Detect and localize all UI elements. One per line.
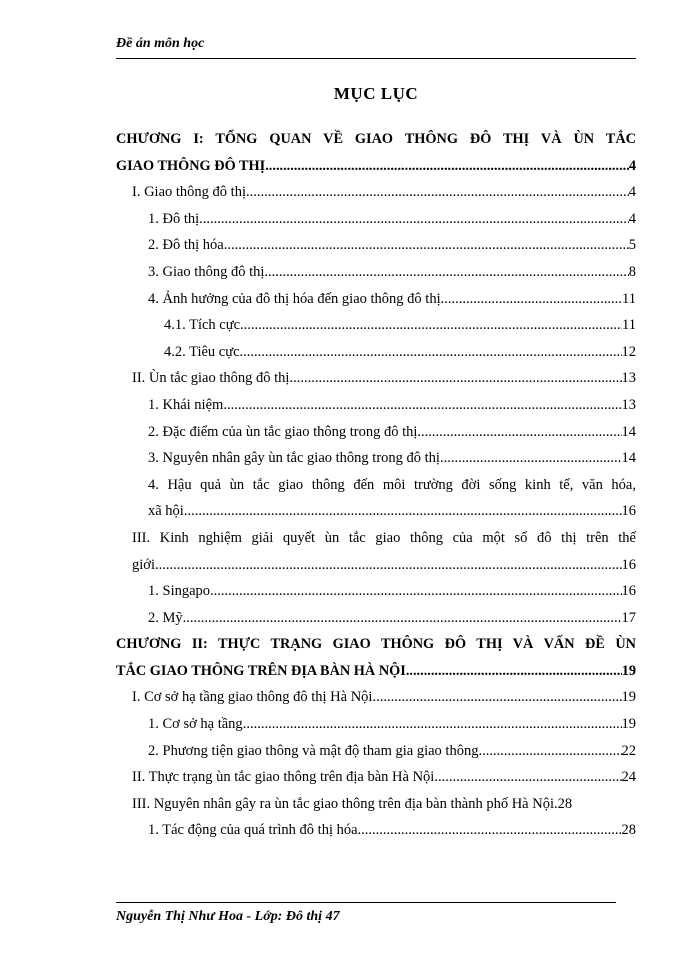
toc-dot-leader: [372, 684, 621, 711]
toc-entry[interactable]: [116, 365, 636, 392]
toc-dot-leader: [183, 605, 622, 632]
toc-page-number: 24: [621, 769, 636, 786]
toc-entry[interactable]: [116, 498, 636, 525]
toc-entry[interactable]: [116, 764, 636, 791]
toc-entry[interactable]: [116, 286, 636, 313]
header-divider: [116, 58, 636, 59]
toc-entry[interactable]: [116, 791, 636, 818]
toc-entry-text: TẮC GIAO THÔNG TRÊN ĐỊA BÀN HÀ NỘI: [116, 662, 406, 679]
toc-entry[interactable]: [116, 312, 636, 339]
toc-dot-leader: [440, 445, 622, 472]
toc-entry[interactable]: [116, 445, 636, 472]
toc-entry-text: 4. Hậu quả ùn tắc giao thông đến môi trường đời sống kinh tế, văn hóa,: [148, 476, 636, 493]
toc-entry[interactable]: [116, 525, 636, 552]
toc-dot-leader: [265, 153, 629, 180]
toc-entry-text: 1. Đô thị: [148, 210, 200, 227]
toc-page-number: 28: [621, 822, 636, 839]
toc-dot-leader: [441, 286, 622, 313]
toc-entry-text: II. Thực trạng ùn tắc giao thông trên địa bàn Hà Nội: [132, 769, 435, 786]
toc-entry-text: 2. Đặc điểm của ùn tắc giao thông trong đô thị: [148, 423, 418, 440]
toc-entry[interactable]: [116, 126, 636, 153]
toc-entry[interactable]: [116, 684, 636, 711]
toc-dot-leader: [358, 817, 622, 844]
toc-dot-leader: [223, 392, 621, 419]
toc-entry-text: III. Kinh nghiệm giải quyết ùn tắc giao thông của một số đô thị trên thế: [132, 529, 636, 546]
toc-entry[interactable]: [116, 179, 636, 206]
toc-entry[interactable]: [116, 552, 636, 579]
toc-entry[interactable]: [116, 392, 636, 419]
toc-entry-text: I. Giao thông đô thị: [132, 184, 246, 201]
toc-page-number: 28: [557, 795, 573, 812]
toc-dot-leader: [289, 365, 621, 392]
toc-page-number: 14: [621, 450, 636, 467]
toc-entry-text: 4. Ảnh hưởng của đô thị hóa đến giao thông đô thị: [148, 290, 441, 307]
toc-entry-text: 2. Mỹ: [148, 609, 183, 626]
toc-entry[interactable]: [116, 738, 636, 765]
toc-dot-leader: [264, 259, 628, 286]
page-footer: Nguyễn Thị Như Hoa - Lớp: Đô thị 47: [116, 909, 340, 924]
page-header: Đề án môn học: [116, 36, 205, 51]
toc-entry-text: CHƯƠNG I: TỔNG QUAN VỀ GIAO THÔNG ĐÔ THỊ VÀ ÙN TẮC: [116, 131, 636, 147]
toc-entry-text: 2. Phương tiện giao thông và mật độ tham gia giao thông: [148, 742, 479, 759]
toc-dot-leader: [478, 738, 621, 765]
toc-entry-text: 1. Singapo: [148, 583, 211, 600]
toc-dot-leader: [155, 552, 622, 579]
toc-dot-leader: [240, 312, 622, 339]
toc-entry[interactable]: [116, 339, 636, 366]
toc-dot-leader: [199, 206, 629, 233]
toc-dot-leader: [417, 419, 621, 446]
toc-entry[interactable]: [116, 206, 636, 233]
toc-dot-leader: [434, 764, 621, 791]
toc-entry[interactable]: [116, 658, 636, 685]
toc-page-number: 13: [621, 396, 636, 413]
toc-entry[interactable]: [116, 472, 636, 499]
toc-page-number: 16: [621, 503, 636, 520]
toc-entry-text: 3. Nguyên nhân gây ùn tắc giao thông trong đô thị: [148, 450, 440, 467]
toc-entry-text: 4.2. Tiêu cực: [164, 343, 240, 360]
toc-entry-text: 1. Cơ sở hạ tầng: [148, 716, 243, 733]
toc-entry[interactable]: [116, 259, 636, 286]
toc-dot-leader: [184, 498, 622, 525]
toc-entry-text: 1. Tác động của quá trình đô thị hóa: [148, 822, 358, 839]
toc-entry-text: CHƯƠNG II: THỰC TRẠNG GIAO THÔNG ĐÔ THỊ VÀ VẤN ĐỀ ÙN: [116, 636, 636, 653]
toc-page-number: 4: [628, 210, 636, 227]
toc-entry[interactable]: [116, 419, 636, 446]
toc-entry[interactable]: [116, 578, 636, 605]
toc-entry-text: 2. Đô thị hóa: [148, 237, 224, 254]
toc-page-number: 11: [622, 317, 636, 334]
toc-page-number: 5: [628, 237, 636, 254]
toc-page-number: 8: [628, 263, 636, 280]
toc-dot-leader: [246, 179, 629, 206]
toc-dot-leader: [406, 658, 622, 685]
toc-page-number: 17: [621, 609, 636, 626]
toc-entry-text: xã hội: [148, 503, 184, 520]
toc-page-number: 14: [621, 423, 636, 440]
toc-dot-leader: [240, 339, 622, 366]
toc-entry-text: I. Cơ sở hạ tầng giao thông đô thị Hà Nội: [132, 689, 373, 706]
toc-page-number: 19: [621, 689, 636, 706]
toc-entry-text: GIAO THÔNG ĐÔ THỊ: [116, 157, 266, 174]
toc-entry[interactable]: [116, 711, 636, 738]
toc-page-number: 13: [621, 370, 636, 387]
toc-dot-leader: [210, 578, 621, 605]
table-of-contents: [116, 126, 636, 844]
toc-entry[interactable]: [116, 631, 636, 658]
toc-page-number: 16: [621, 583, 636, 600]
toc-page-number: 19: [621, 662, 636, 679]
toc-dot-leader: [243, 711, 622, 738]
toc-entry-text: 1. Khái niệm: [148, 396, 224, 413]
toc-page-number: 4: [628, 157, 636, 174]
footer-divider: [116, 902, 616, 903]
toc-page-number: 12: [621, 343, 636, 360]
toc-entry-text: 3. Giao thông đô thị: [148, 263, 265, 280]
toc-entry-text: 4.1. Tích cực: [164, 317, 241, 334]
toc-page-number: 19: [621, 716, 636, 733]
toc-title: MỤC LỤC: [333, 84, 419, 103]
toc-page-number: 22: [621, 742, 636, 759]
toc-entry[interactable]: [116, 817, 636, 844]
toc-page-number: 4: [628, 184, 636, 201]
toc-page-number: 16: [621, 556, 636, 573]
toc-entry-text: III. Nguyên nhân gây ra ùn tắc giao thông trên địa bàn thành phố Hà Nội.: [132, 795, 558, 812]
toc-page-number: 11: [622, 290, 636, 307]
toc-entry[interactable]: [116, 605, 636, 632]
toc-entry[interactable]: [116, 232, 636, 259]
toc-dot-leader: [224, 232, 629, 259]
toc-entry-text: giới: [132, 556, 155, 573]
toc-entry[interactable]: [116, 153, 636, 180]
toc-entry-text: II. Ùn tắc giao thông đô thị: [132, 370, 290, 387]
